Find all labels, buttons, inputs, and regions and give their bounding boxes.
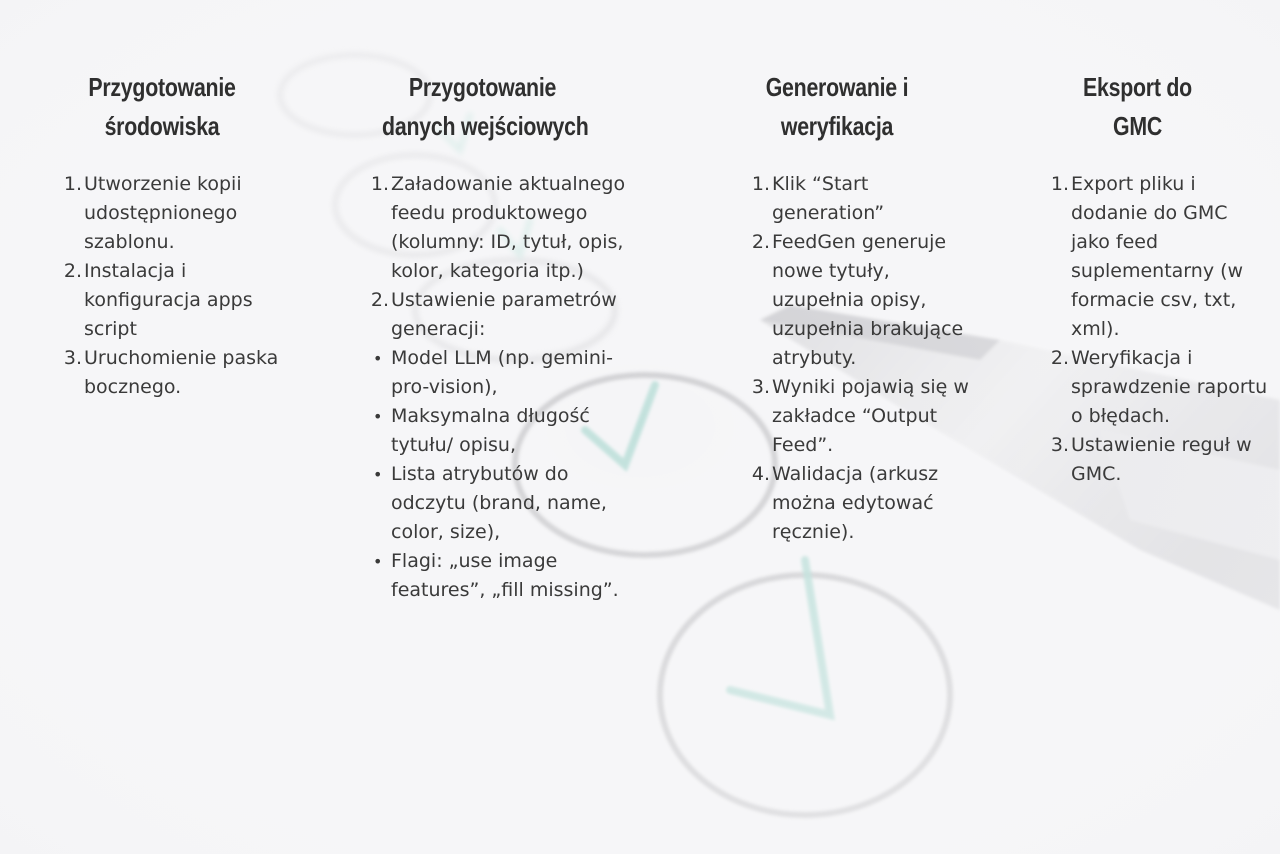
list-item bbox=[64, 170, 284, 257]
list-item bbox=[752, 170, 970, 228]
list-item bbox=[1051, 170, 1269, 344]
list-item-text: Ustawienie reguł w GMC. bbox=[1071, 434, 1252, 485]
list-item bbox=[1051, 344, 1269, 431]
list-item bbox=[371, 344, 646, 402]
list-bullet: • bbox=[373, 465, 383, 484]
title-line: Przygotowanie bbox=[88, 72, 236, 102]
column-input-data-preparation bbox=[360, 68, 650, 605]
list-item-text: Wyniki pojawią się w zakładce “Output Feed”. bbox=[772, 376, 969, 456]
list-item-text: Załadowanie aktualnego feedu produktowego (kolumny: ID, tytuł, opis, kolor, kategoria itp.) bbox=[391, 173, 626, 282]
column-title bbox=[72, 68, 252, 146]
list-item-text: Utworzenie kopii udostępnionego szablonu. bbox=[84, 173, 242, 253]
list-item-text: Lista atrybutów do odczytu (brand, name, color, size), bbox=[391, 463, 607, 543]
list-item bbox=[371, 547, 646, 605]
column-title bbox=[759, 68, 915, 146]
list-bullet: • bbox=[373, 407, 383, 426]
column-export-to-gmc bbox=[1040, 68, 1270, 489]
list-item bbox=[752, 460, 970, 547]
list-marker: 1. bbox=[1050, 173, 1069, 195]
list-item-text: Model LLM (np. gemini-pro-vision), bbox=[391, 347, 613, 398]
steps-list bbox=[1051, 170, 1269, 489]
list-item-text: FeedGen generuje nowe tytuły, uzupełnia opisy, uzupełnia brakujące atrybuty. bbox=[772, 231, 964, 369]
list-marker: 2. bbox=[751, 231, 770, 253]
list-marker: 2. bbox=[370, 289, 389, 311]
list-marker: 3. bbox=[1050, 434, 1069, 456]
list-item bbox=[1051, 431, 1269, 489]
list-item bbox=[752, 228, 970, 373]
list-item-text: Uruchomienie paska bocznego. bbox=[84, 347, 279, 398]
list-marker: 1. bbox=[63, 173, 82, 195]
list-item bbox=[64, 257, 284, 344]
list-item-text: Maksymalna długość tytułu/ opisu, bbox=[391, 405, 590, 456]
list-marker: 2. bbox=[63, 260, 82, 282]
title-line: Eksport do bbox=[1083, 72, 1192, 102]
list-item bbox=[371, 170, 646, 286]
steps-list bbox=[371, 170, 646, 605]
list-item-text: Instalacja i konfiguracja apps script bbox=[84, 260, 253, 340]
column-generation-verification bbox=[742, 68, 972, 547]
title-line: danych wejściowych bbox=[382, 111, 589, 141]
list-marker: 2. bbox=[1050, 347, 1069, 369]
title-line: Przygotowanie bbox=[408, 72, 557, 102]
list-marker: 4. bbox=[751, 463, 770, 485]
column-title bbox=[1058, 68, 1218, 146]
list-marker: 3. bbox=[63, 347, 82, 369]
list-item bbox=[64, 344, 284, 402]
title-line: weryfikacja bbox=[780, 111, 894, 141]
list-item bbox=[371, 286, 646, 344]
list-marker: 1. bbox=[370, 173, 389, 195]
list-item-text: Walidacja (arkusz można edytować ręcznie). bbox=[772, 463, 939, 543]
list-item-text: Klik “Start generation” bbox=[772, 173, 885, 224]
list-bullet: • bbox=[373, 552, 383, 571]
list-item bbox=[371, 402, 646, 460]
title-line: GMC bbox=[1112, 111, 1162, 141]
list-marker: 1. bbox=[751, 173, 770, 195]
steps-list bbox=[752, 170, 970, 547]
title-line: środowiska bbox=[104, 111, 220, 141]
list-item-text: Flagi: „use image features”, „fill missing”. bbox=[391, 550, 619, 601]
list-item-text: Weryfikacja i sprawdzenie raportu o błędach. bbox=[1071, 347, 1268, 427]
list-marker: 3. bbox=[751, 376, 770, 398]
steps-list bbox=[64, 170, 284, 402]
list-item-text: Ustawienie parametrów generacji: bbox=[391, 289, 617, 340]
column-title bbox=[382, 68, 589, 146]
column-environment-setup bbox=[52, 68, 279, 402]
title-line: Generowanie i bbox=[765, 72, 909, 102]
list-item bbox=[752, 373, 970, 460]
list-item bbox=[371, 460, 646, 547]
list-bullet: • bbox=[373, 349, 383, 368]
list-item-text: Export pliku i dodanie do GMC jako feed suplementarny (w formacie csv, txt, xml). bbox=[1071, 173, 1244, 340]
